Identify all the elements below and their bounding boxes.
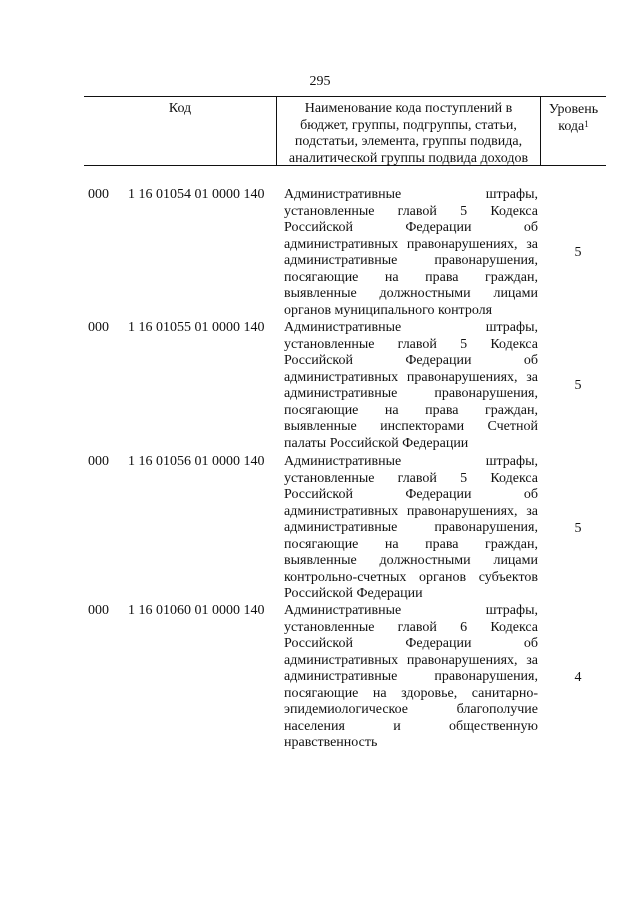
header-name-cell [277, 97, 541, 165]
row-code: 1 16 01054 01 0000 140 [128, 187, 265, 202]
row-code: 1 16 01055 01 0000 140 [128, 320, 265, 335]
header-level-footnote: 1 [584, 119, 589, 129]
row-description: Административные штрафы, установленные главой 5 Кодекса Российской Федерации об административных правонарушениях, за административные правонарушения, посягающие на права граждан, выявленные инспекторами Счетной палаты Российской Федерации [284, 320, 538, 451]
row-prefix: 000 [88, 187, 109, 202]
row-description: Административные штрафы, установленные главой 5 Кодекса Российской Федерации об административных правонарушениях, за административные правонарушения, посягающие на права граждан, выявленные должностными лицами органов муниципального контроля [284, 187, 538, 318]
table-header [84, 96, 606, 166]
page-number: 295 [309, 74, 331, 89]
row-code: 1 16 01060 01 0000 140 [128, 603, 265, 618]
row-level: 5 [574, 521, 582, 536]
row-level: 5 [574, 245, 582, 260]
row-prefix: 000 [88, 454, 109, 469]
header-level-label: Уровень кода [548, 102, 599, 134]
header-code-label: Код [168, 101, 192, 116]
row-prefix: 000 [88, 320, 109, 335]
header-name-label: Наименование кода поступлений в бюджет, группы, подгруппы, статьи, подстатьи, элемента, группы подвида, аналитической группы подвида доходов [288, 101, 529, 166]
header-code-cell [84, 97, 277, 165]
row-level: 5 [574, 378, 582, 393]
header-level-cell [541, 97, 606, 165]
row-description: Административные штрафы, установленные главой 6 Кодекса Российской Федерации об административных правонарушениях, за административные правонарушения, посягающие на здоровье, санитарно-эпидемиологическое благополучие населения и общественную нравственность [284, 603, 538, 750]
row-description: Административные штрафы, установленные главой 5 Кодекса Российской Федерации об административных правонарушениях, за административные правонарушения, посягающие на права граждан, выявленные должностными лицами контрольно-счетных органов субъектов Российской Федерации [284, 454, 538, 601]
row-level: 4 [574, 670, 582, 685]
row-prefix: 000 [88, 603, 109, 618]
row-code: 1 16 01056 01 0000 140 [128, 454, 265, 469]
